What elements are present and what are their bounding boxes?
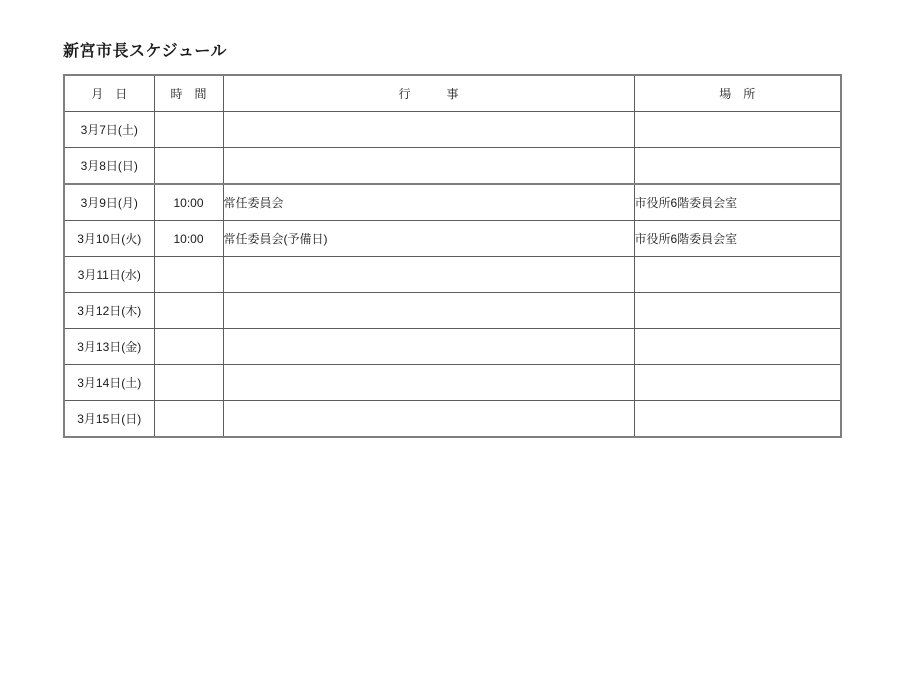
time-cell <box>154 148 223 185</box>
place-cell: 市役所6階委員会室 <box>634 221 841 257</box>
header-time: 時 間 <box>154 75 223 112</box>
table-row <box>64 329 841 365</box>
date-cell: 3月10日(火) <box>64 221 154 257</box>
table-row <box>64 293 841 329</box>
time-cell <box>154 365 223 401</box>
event-cell <box>223 112 634 148</box>
event-cell <box>223 365 634 401</box>
place-cell <box>634 257 841 293</box>
header-row <box>64 75 841 112</box>
time-cell <box>154 401 223 438</box>
date-cell: 3月8日(日) <box>64 148 154 185</box>
page-title: 新宮市長スケジュール <box>63 43 228 60</box>
header-event: 行 事 <box>223 75 634 112</box>
event-cell <box>223 293 634 329</box>
date-cell: 3月14日(土) <box>64 365 154 401</box>
header-date: 月 日 <box>64 75 154 112</box>
header-place: 場 所 <box>634 75 841 112</box>
date-cell: 3月11日(水) <box>64 257 154 293</box>
date-cell: 3月13日(金) <box>64 329 154 365</box>
place-cell <box>634 401 841 438</box>
place-cell: 市役所6階委員会室 <box>634 184 841 221</box>
table-row <box>64 148 841 185</box>
event-cell <box>223 401 634 438</box>
time-cell: 10:00 <box>154 221 223 257</box>
table-row <box>64 221 841 257</box>
event-cell <box>223 257 634 293</box>
table-row <box>64 184 841 221</box>
place-cell <box>634 329 841 365</box>
date-cell: 3月15日(日) <box>64 401 154 438</box>
table-row <box>64 112 841 148</box>
time-cell <box>154 257 223 293</box>
date-cell: 3月12日(木) <box>64 293 154 329</box>
event-cell: 常任委員会(予備日) <box>223 221 634 257</box>
table-row <box>64 365 841 401</box>
table-row <box>64 257 841 293</box>
time-cell: 10:00 <box>154 184 223 221</box>
schedule-table <box>63 74 842 438</box>
date-cell: 3月7日(土) <box>64 112 154 148</box>
place-cell <box>634 365 841 401</box>
time-cell <box>154 112 223 148</box>
table-header <box>64 75 841 112</box>
table-row <box>64 401 841 438</box>
place-cell <box>634 112 841 148</box>
event-cell <box>223 148 634 185</box>
place-cell <box>634 293 841 329</box>
place-cell <box>634 148 841 185</box>
event-cell: 常任委員会 <box>223 184 634 221</box>
time-cell <box>154 329 223 365</box>
time-cell <box>154 293 223 329</box>
table-body <box>64 112 841 438</box>
date-cell: 3月9日(月) <box>64 184 154 221</box>
event-cell <box>223 329 634 365</box>
